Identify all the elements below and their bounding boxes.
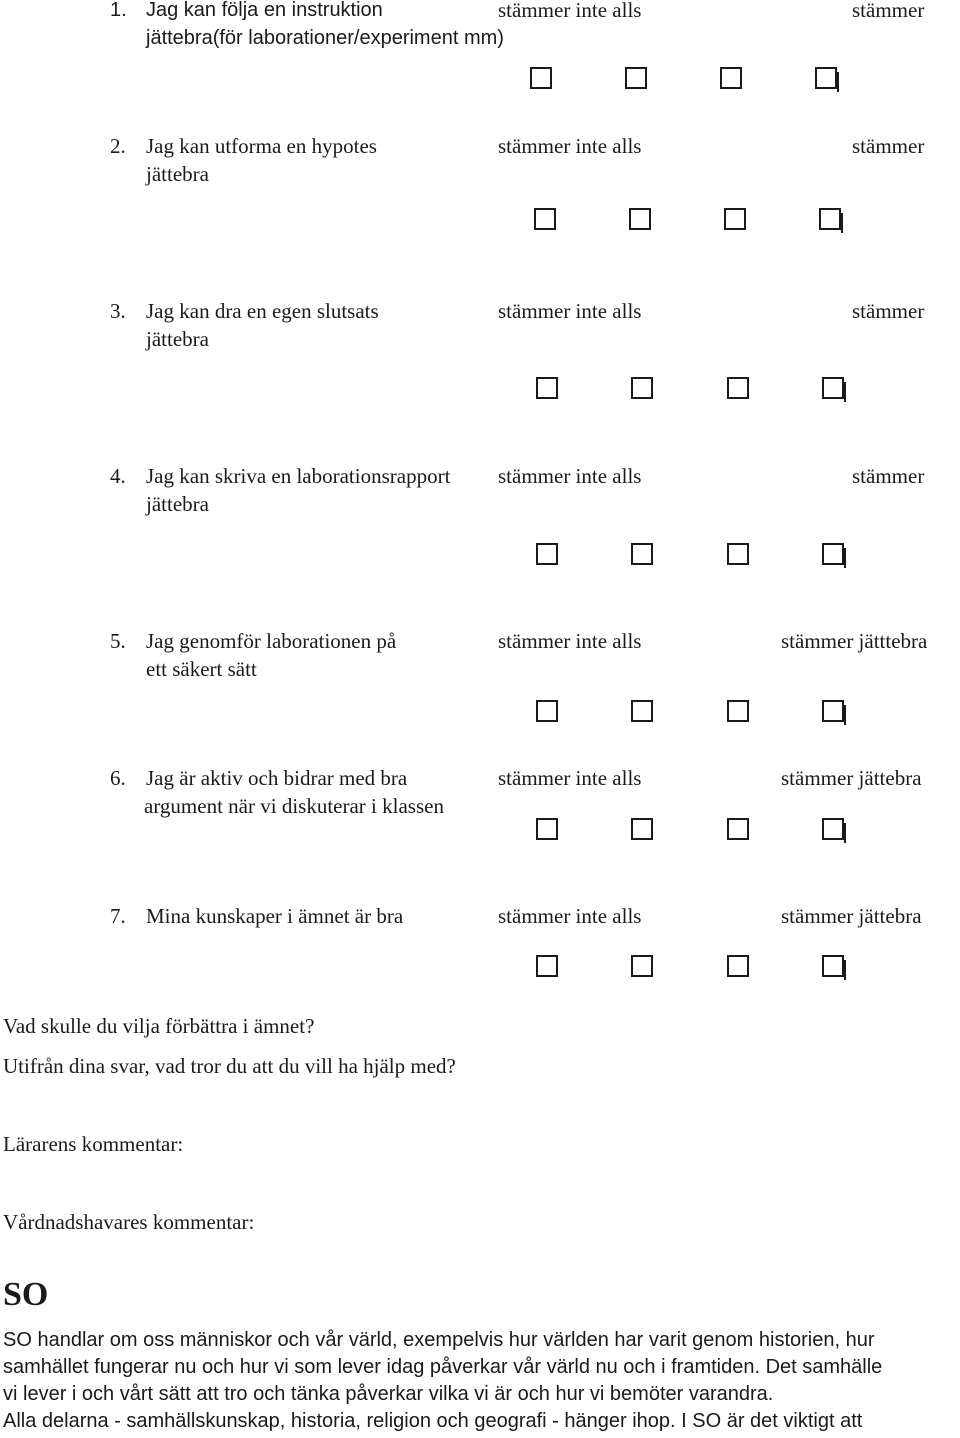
question-number: 5. (110, 629, 126, 653)
rating-checkbox-2[interactable] (631, 700, 653, 722)
scale-left-label: stämmer inte alls (498, 766, 642, 790)
rating-checkbox-3[interactable] (720, 67, 742, 89)
rating-checkbox-4[interactable] (819, 208, 841, 230)
teacher-comment-label: Lärarens kommentar: (3, 1132, 184, 1156)
rating-checkbox-1[interactable] (536, 955, 558, 977)
question-number: 6. (110, 766, 126, 790)
rating-checkbox-3[interactable] (727, 955, 749, 977)
rating-checkbox-4[interactable] (822, 955, 844, 977)
question-number: 3. (110, 299, 126, 323)
rating-checkbox-3[interactable] (727, 543, 749, 565)
rating-checkbox-3[interactable] (727, 818, 749, 840)
rating-checkbox-1[interactable] (530, 67, 552, 89)
question-text: Jag kan dra en egen slutsats (146, 299, 379, 323)
question-text: Jag kan följa en instruktion (146, 0, 383, 21)
rating-checkbox-4[interactable] (822, 377, 844, 399)
question-number: 1. (110, 0, 127, 21)
question-number: 2. (110, 134, 126, 158)
rating-checkbox-2[interactable] (631, 377, 653, 399)
section-paragraph-line: samhället fungerar nu och hur vi som lever idag påverkar vår värld nu och i framtiden. Det samhälle (3, 1356, 883, 1378)
scale-right-label: stämmer jätttebra (781, 629, 928, 653)
scale-left-label: stämmer inte alls (498, 0, 642, 22)
scale-right-label: stämmer jättebra (781, 766, 922, 790)
rating-checkbox-1[interactable] (536, 377, 558, 399)
scale-right-label: stämmer (852, 0, 925, 22)
scale-right-label: stämmer (852, 299, 925, 323)
rating-checkbox-2[interactable] (625, 67, 647, 89)
scale-right-label: stämmer (852, 134, 925, 158)
question-text-continued: argument när vi diskuterar i klassen (144, 794, 444, 818)
question-text-continued: jättebra (146, 492, 209, 516)
rating-checkbox-1[interactable] (536, 543, 558, 565)
guardian-comment-label: Vårdnadshavares kommentar: (3, 1210, 255, 1234)
question-text: Mina kunskaper i ämnet är bra (146, 904, 404, 928)
rating-checkbox-3[interactable] (724, 208, 746, 230)
question-text-continued: jättebra(för laborationer/experiment mm) (146, 27, 504, 49)
rating-checkbox-4[interactable] (822, 543, 844, 565)
rating-checkbox-3[interactable] (727, 700, 749, 722)
rating-checkbox-1[interactable] (534, 208, 556, 230)
rating-checkbox-1[interactable] (536, 700, 558, 722)
question-text-continued: jättebra (146, 327, 209, 351)
rating-checkbox-2[interactable] (631, 818, 653, 840)
rating-checkbox-2[interactable] (629, 208, 651, 230)
question-number: 4. (110, 464, 126, 488)
rating-checkbox-4[interactable] (822, 818, 844, 840)
rating-checkbox-2[interactable] (631, 955, 653, 977)
scale-left-label: stämmer inte alls (498, 464, 642, 488)
rating-checkbox-2[interactable] (631, 543, 653, 565)
rating-checkbox-1[interactable] (536, 818, 558, 840)
question-text-continued: jättebra (146, 162, 209, 186)
rating-checkbox-4[interactable] (822, 700, 844, 722)
section-heading: SO (3, 1276, 49, 1313)
scale-left-label: stämmer inte alls (498, 904, 642, 928)
question-text-continued: ett säkert sätt (146, 657, 257, 681)
scale-left-label: stämmer inte alls (498, 299, 642, 323)
question-text: Jag är aktiv och bidrar med bra (146, 766, 408, 790)
scale-left-label: stämmer inte alls (498, 629, 642, 653)
improve-prompt: Vad skulle du vilja förbättra i ämnet? (3, 1014, 315, 1038)
scale-right-label: stämmer jättebra (781, 904, 922, 928)
section-paragraph-line: SO handlar om oss människor och vår värld, exempelvis hur världen har varit genom historien, hur (3, 1329, 875, 1351)
question-text: Jag kan utforma en hypotes (146, 134, 377, 158)
rating-checkbox-4[interactable] (815, 67, 837, 89)
scale-left-label: stämmer inte alls (498, 134, 642, 158)
rating-checkbox-3[interactable] (727, 377, 749, 399)
question-text: Jag kan skriva en laborationsrapport (146, 464, 451, 488)
question-number: 7. (110, 904, 126, 928)
section-paragraph-line: Alla delarna - samhällskunskap, historia, religion och geografi - hänger ihop. I SO är det viktigt att (3, 1410, 863, 1432)
help-prompt: Utifrån dina svar, vad tror du att du vill ha hjälp med? (3, 1054, 456, 1078)
question-text: Jag genomför laborationen på (146, 629, 397, 653)
section-paragraph-line: vi lever i och vårt sätt att tro och tänka påverkar vilka vi är och hur vi bemöter varandra. (3, 1383, 774, 1405)
scale-right-label: stämmer (852, 464, 925, 488)
